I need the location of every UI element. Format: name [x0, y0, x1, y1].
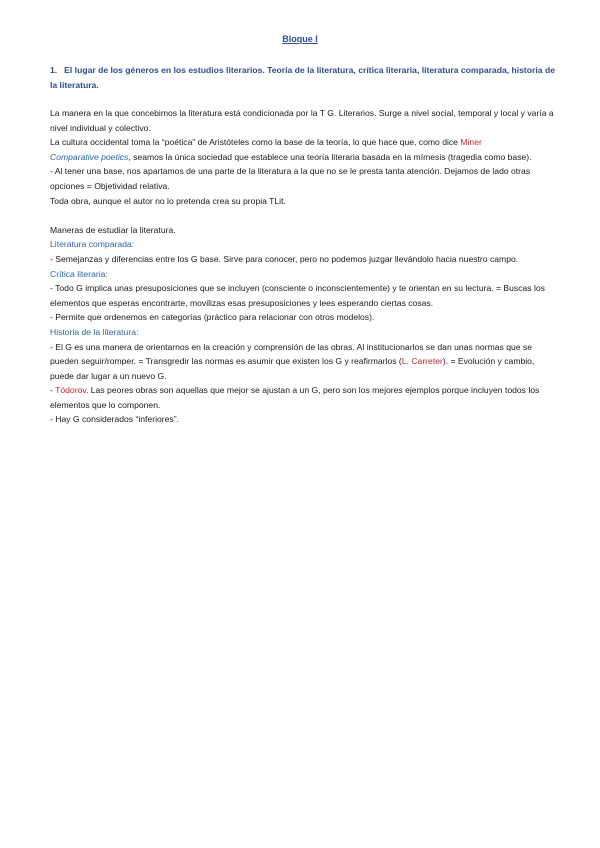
- reference-todorov: Tódorov: [55, 385, 86, 396]
- intro-paragraph-4: Toda obra, aunque el autor no lo pretenda crea su propia TLit.: [50, 195, 286, 206]
- document-body: [50, 106, 560, 427]
- intro-paragraph-3: - Al tener una base, nos apartamos de una parte de la literatura a la que no se le presta tanta atención. Dejamos de lado otras opciones = Objetividad relativa.: [50, 166, 531, 191]
- subheading-historia-literatura: Historia de la literatura:: [50, 326, 139, 337]
- historia-p1-text-b: ). = Evolución y cambio, puede dar lugar a un nuevo G.: [50, 356, 535, 381]
- reference-miner: Miner: [460, 137, 482, 148]
- critica-literaria-paragraph-1: - Todo G implica unas presuposiciones que se incluyen (consciente o inconscientemente) y te orientan en su lectura. = Buscas los elementos que esperas encontrarte, movilizas esas presuposiciones y lees esperando ciertas cosas.: [50, 283, 545, 308]
- historia-paragraph-2: - Tódorov. Las peores obras son aquellas que mejor se ajustan a un G, pero son los mejores ejemplos porque incluyen todos los elementos que lo componen.: [50, 385, 540, 410]
- section-heading-text: El lugar de los géneros en los estudios literarios. Teoría de la literatura, crítica literaria, literatura comparada, historia de la literatura.: [50, 65, 555, 90]
- subheading-literatura-comparada: Literatura comparada:: [50, 239, 135, 250]
- critica-literaria-paragraph-2: - Permite que ordenemos en categorías (práctico para relacionar con otros modelos).: [50, 312, 375, 323]
- reference-comparative-poetics: Comparative poetics: [50, 151, 129, 162]
- historia-paragraph-1: [50, 340, 560, 384]
- reference-carreter: L. Carreter: [401, 356, 443, 367]
- subheading-critica-literaria: Crítica literaria:: [50, 268, 108, 279]
- maneras-title: Maneras de estudiar la literatura.: [50, 224, 176, 235]
- section-heading: [50, 63, 560, 93]
- intro-p2-text-a: La cultura occidental toma la “poética” de Aristóteles como la base de la teoría, lo que hace que, como dice: [50, 137, 461, 148]
- spacer: [50, 208, 560, 223]
- intro-p2-text-b: , seamos la única sociedad que establece una teoría literaria basada en la mímesis (tragedia como base).: [128, 151, 532, 162]
- literatura-comparada-paragraph-1: - Semejanzas y diferencias entre los G base. Sirve para conocer, pero no podemos juzgar llevándolo hacia nuestro campo.: [50, 253, 519, 264]
- historia-paragraph-3: - Hay G considerados “inferiores”.: [50, 414, 179, 425]
- section-number: 1.: [50, 65, 58, 75]
- intro-paragraph-2: [50, 135, 560, 164]
- intro-paragraph-1: La manera en la que concebimos la literatura está condicionada por la T G. Literarios. Surge a nivel social, temporal y local y varía a nivel individual y colectivo.: [50, 108, 554, 133]
- historia-p1-text-a: - El G es una manera de orientarnos en la creación y comprensión de las obras. Al institucionarlos se dan unas normas que se pueden seguir/romper. = Transgredir las normas es asumir que existen los G y reafirmarlos (: [50, 341, 532, 367]
- historia-p2-text: . Las peores obras son aquellas que mejor se ajustan a un G, pero son los mejores ejemplos porque incluyen todos los elementos que lo componen.: [50, 385, 540, 410]
- page-title: Bloque I: [282, 34, 318, 44]
